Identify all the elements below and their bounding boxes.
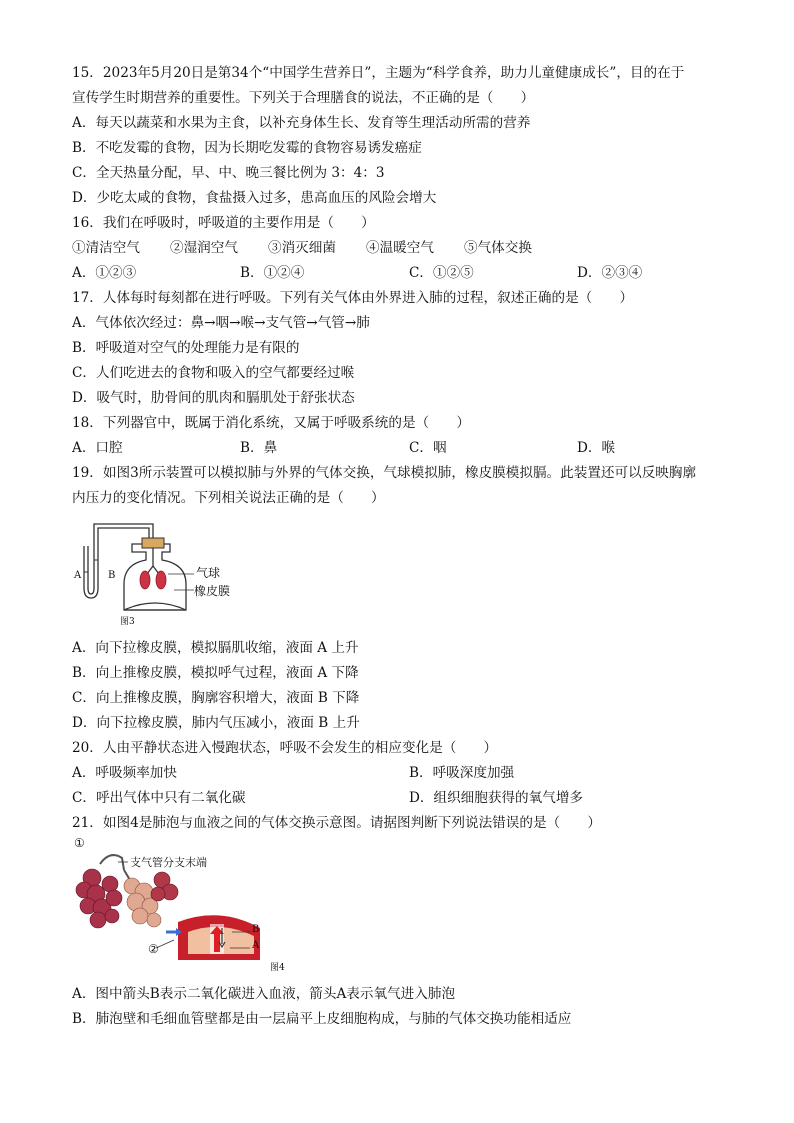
q21-option-a[interactable]: A．图中箭头B表示二氧化碳进入血液，箭头A表示氧气进入肺泡 [72,986,456,1002]
fig4-label-2: ② [148,942,159,956]
q16-option-a[interactable]: A．①②③ [72,265,137,281]
q17-stem: 17．人体每时每刻都在进行呼吸。下列有关气体由外界进入肺的过程，叙述正确的是（ ） [72,290,634,306]
fig4-label-a: A [252,940,260,951]
q19-option-b[interactable]: B．向上推橡皮膜，模拟呼气过程，液面 A 下降 [72,665,359,681]
fig3-label-membrane: 橡皮膜 [194,584,231,598]
fig4-label-b: B [252,924,260,935]
q18-option-c[interactable]: C．咽 [409,440,447,456]
q15-stem-line1: 15．2023年5月20日是第34个“中国学生营养日”，主题为“科学食养，助力儿童健康成长”，目的在于 [72,65,685,81]
q16-option-b[interactable]: B．①②④ [240,265,305,281]
q15-stem-line2: 宣传学生时期营养的重要性。下列关于合理膳食的说法，不正确的是（ ） [72,90,535,106]
q18-option-a[interactable]: A．口腔 [72,440,123,456]
q16-stem: 16．我们在呼吸时，呼吸道的主要作用是（ ） [72,215,375,231]
q15-option-a[interactable]: A．每天以蔬菜和水果为主食，以补充身体生长、发育等生理活动所需的营养 [72,115,531,131]
q16-item-4: ④温暖空气 [366,240,434,256]
q17-option-a[interactable]: A．气体依次经过：鼻→咽→喉→支气管→气管→肺 [72,315,370,331]
q19-option-d[interactable]: D．向下拉橡皮膜，肺内气压减小，液面 B 上升 [72,715,360,731]
q18-option-b[interactable]: B．鼻 [240,440,278,456]
fig3-caption: 图3 [120,617,135,627]
q16-option-c[interactable]: C．①②⑤ [409,265,474,281]
fig4-caption: 图4 [270,963,285,973]
fig4-label-bronchus: 支气管分支末端 [130,856,207,869]
q16-item-5: ⑤气体交换 [464,240,532,256]
left-balloon [140,571,150,589]
q20-option-a[interactable]: A．呼吸频率加快 [72,765,177,781]
q17-option-c[interactable]: C．人们吃进去的食物和吸入的空气都要经过喉 [72,365,355,381]
fig4-label-1: ① [74,836,85,850]
q19-option-c[interactable]: C．向上推橡皮膜，胸廓容积增大，液面 B 下降 [72,690,360,706]
figure-3-lung-model [68,514,268,630]
q20-option-d[interactable]: D．组织细胞获得的氧气增多 [409,790,584,806]
q16-item-1: ①清洁空气 [72,240,140,256]
fig3-label-b: B [108,570,116,581]
fig3-label-a: A [74,570,82,581]
q16-option-d[interactable]: D．②③④ [577,265,643,281]
fig3-label-balloon: 气球 [196,566,221,580]
q18-option-d[interactable]: D．喉 [577,440,616,456]
q20-option-c[interactable]: C．呼出气体中只有二氧化碳 [72,790,246,806]
q21-option-b[interactable]: B．肺泡壁和毛细血管壁都是由一层扁平上皮细胞构成，与肺的气体交换功能相适应 [72,1011,572,1027]
q15-option-d[interactable]: D．少吃太咸的食物，食盐摄入过多，患高血压的风险会增大 [72,190,437,206]
q18-stem: 18．下列器官中，既属于消化系统，又属于呼吸系统的是（ ） [72,415,470,431]
q17-option-d[interactable]: D．吸气时，肋骨间的肌肉和膈肌处于舒张状态 [72,390,355,406]
figure-4-alveolus-exchange [70,836,310,976]
q19-stem-line1: 19．如图3所示装置可以模拟肺与外界的气体交换，气球模拟肺，橡皮膜模拟膈。此装置还可以反映胸廓 [72,465,697,481]
q20-option-b[interactable]: B．呼吸深度加强 [409,765,515,781]
q17-option-b[interactable]: B．呼吸道对空气的处理能力是有限的 [72,340,300,356]
right-balloon [156,571,166,589]
q20-stem: 20．人由平静状态进入慢跑状态，呼吸不会发生的相应变化是（ ） [72,740,498,756]
q16-item-3: ③消灭细菌 [268,240,336,256]
q19-stem-line2: 内压力的变化情况。下列相关说法正确的是（ ） [72,490,385,506]
q19-option-a[interactable]: A．向下拉橡皮膜，模拟膈肌收缩，液面 A 上升 [72,640,359,656]
q15-option-c[interactable]: C．全天热量分配，早、中、晚三餐比例为 3：4：3 [72,165,385,181]
q16-item-2: ②湿润空气 [170,240,238,256]
q15-option-b[interactable]: B．不吃发霉的食物，因为长期吃发霉的食物容易诱发癌症 [72,140,422,156]
q21-stem: 21．如图4是肺泡与血液之间的气体交换示意图。请据图判断下列说法错误的是（ ） [72,815,601,831]
